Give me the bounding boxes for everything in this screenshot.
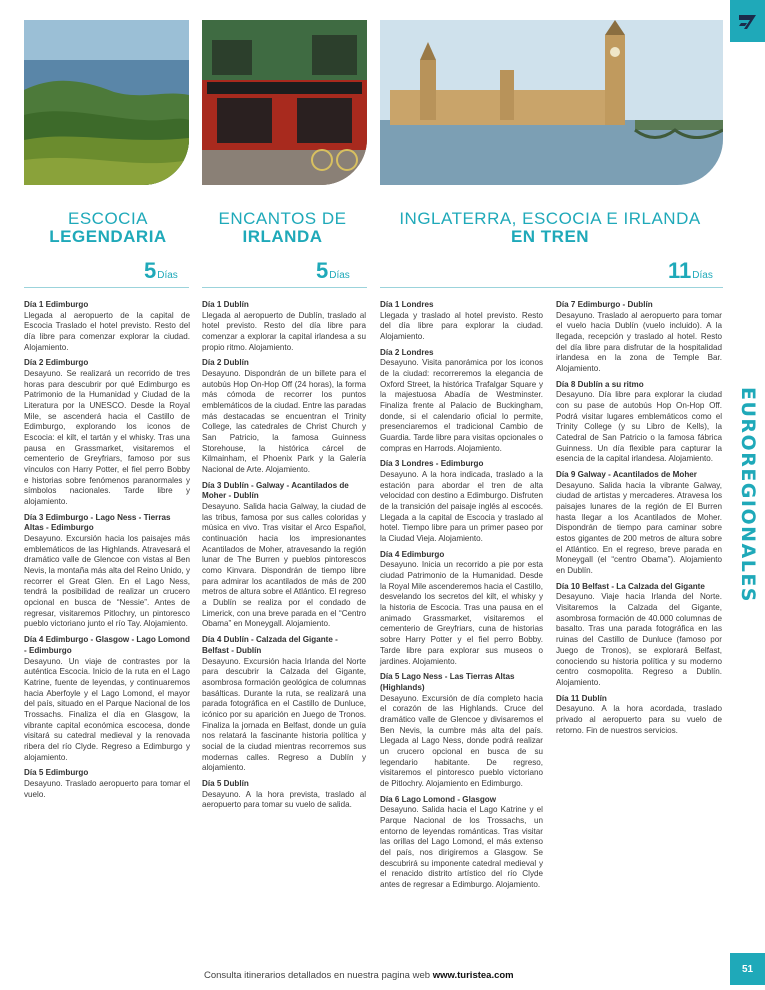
day-description: Desayuno. Inicia un recorrido a pie por esta ciudad Patrimonio de la Humanidad. Desde la Royal Mile ascenderemos hacia el Castillo, desvelando los secretos del kilt, el whisky y la historia de Escocia. Tras una pausa en el animado Grassmarket, visitaremos el cementerio de Greyfriars, cuna de historias sobre Harry Potter y el fiel perro Bobby. Tarde libre para explorar sus museos o jardines. Alojamiento. xyxy=(380,560,543,666)
days-number: 11 xyxy=(668,258,692,283)
itinerary-day xyxy=(202,300,366,353)
day-description: Desayuno. Traslado al aeropuerto para tomar el vuelo hacia Dublín (vuelo incluido). A la llegada, recepción y traslado al hotel. Resto del día libre para disfrutar de la hospitalidad irlandesa en la zona de Temple Bar. Alojamiento. xyxy=(556,310,722,374)
tour-title-irlanda xyxy=(200,210,365,245)
itinerary-day xyxy=(24,358,190,507)
tour-title-line2: LEGENDARIA xyxy=(49,227,167,246)
divider xyxy=(202,287,367,288)
day-title: Día 10 Belfast - La Calzada del Gigante xyxy=(556,581,705,591)
day-title: Día 4 Dublín - Calzada del Gigante - Belfast - Dublín xyxy=(202,635,338,655)
day-title: Día 4 Edimburgo xyxy=(380,549,445,559)
itinerary-column-irlanda xyxy=(202,300,366,816)
days-label: Días xyxy=(329,270,350,281)
day-title: Día 9 Galway - Acantilados de Moher xyxy=(556,470,697,480)
day-title: Día 11 Dublín xyxy=(556,693,607,703)
day-title: Día 5 Edimburgo xyxy=(24,768,89,778)
itinerary-day xyxy=(556,300,722,375)
day-description: Desayuno. Excursión hacia Irlanda del Norte para descubrir la Calzada del Gigante, asombrosa formación geológica de columnas basálticas. Durante la ruta, se realizará una parada fotográfica en el Castillo de Dunluce, icónico por su aparición en Juego de Tronos. Finaliza la jornada en Belfast, donde un guía nos relatará la fascinante historia política y social de la ciudad mientras recorremos sus modernas calles. Regreso a Dublín y alojamiento. xyxy=(202,656,366,773)
day-description: Desayuno. Traslado aeropuerto para tomar el vuelo. xyxy=(24,778,190,799)
itinerary-day xyxy=(202,481,366,630)
day-description: Desayuno. A la hora indicada, traslado a la estación para abordar el tren de alta velocidad con destino a Edimburgo. Disfruten de la transición del paisaje inglés al escocés. Llegada a la capital de Escocia y traslado al hotel. Tiempo libre para un primer paseo por la Ciudad Vieja. Alojamiento. xyxy=(380,470,543,544)
dublin-photo xyxy=(202,20,367,185)
tour-title-escocia xyxy=(28,210,188,245)
day-title: Día 2 Londres xyxy=(380,347,434,357)
day-description: Desayuno. Visita panorámica por los iconos de la ciudad: recorreremos la elegancia de Oxford Street, la histórica Trafalgar Square y la majestuosa Abadía de Westminster. Finaliza frente al Palacio de Buckingham, donde, si el calendario oficial lo permite, presenciaremos el tradicional Cambio de Guardia. Tarde libre para visitas opcionales o compras en Harrods. Alojamiento. xyxy=(380,358,543,453)
day-description: Desayuno. Día libre para explorar la ciudad con su pase de autobús Hop On-Hop Off. Podrá visitar lugares emblemáticos como el Trinity College (y su Libro de Kells), la Catedral de San Patricio o la famosa fábrica Guinness. Un día flexible para capturar la esencia de la capital irlandesa. Alojamiento. xyxy=(556,390,722,464)
itinerary-day xyxy=(24,300,190,353)
day-title: Día 1 Edimburgo xyxy=(24,300,89,309)
itinerary-day xyxy=(202,635,366,774)
days-label: Días xyxy=(692,270,713,281)
tour-title-line1: ESCOCIA xyxy=(67,209,149,228)
day-title: Día 1 Londres xyxy=(380,300,434,309)
itinerary-column-tren-part2 xyxy=(556,300,722,741)
day-description: Desayuno. Salida hacia la vibrante Galway, ciudad de artistas y mercaderes. Atravesa los paisajes lunares de la región de El Burren hasta llegar a los Acantilados de Moher. Dispondrán de tiempo para caminar sobre estos gigantes de 200 metros de altura sobre el Atlántico. En el regreso, breve parada en Moneygall (el “centro Obama”). Alojamiento en Dublín. xyxy=(556,480,722,576)
tour-title-line2: IRLANDA xyxy=(242,227,323,246)
days-number: 5 xyxy=(144,258,157,283)
days-number: 5 xyxy=(316,258,329,283)
itinerary-day xyxy=(556,582,722,689)
day-title: Día 8 Dublín a su ritmo xyxy=(556,379,644,389)
day-description: Llegada al aeropuerto de la capital de Escocia Traslado el hotel previsto. Resto del día libre para comenzar explorar la ciudad. Alojamiento. xyxy=(24,310,190,352)
london-photo xyxy=(380,20,723,185)
day-title: Día 6 Lago Lomond - Glasgow xyxy=(380,794,497,804)
day-title: Día 2 Dublín xyxy=(202,358,249,368)
day-title: Día 3 Dublín - Galway - Acantilados de Moher - Dublín xyxy=(202,480,349,501)
itinerary-column-escocia xyxy=(24,300,190,805)
footer xyxy=(204,970,514,981)
day-title: Día 4 Edimburgo - Glasgow - Lago Lomond - Edimburgo xyxy=(24,635,190,655)
tour-duration xyxy=(668,260,713,282)
itinerary-day xyxy=(380,459,543,544)
itinerary-day xyxy=(202,779,366,811)
tour-title-line1: ENCANTOS DE xyxy=(218,209,347,228)
itinerary-day xyxy=(380,550,543,667)
section-title: EUROREGIONALES xyxy=(736,387,759,603)
itinerary-day xyxy=(202,358,366,475)
tour-duration xyxy=(316,260,350,282)
day-description: Desayuno. Dispondrán de un billete para el autobús Hop On-Hop Off (24 horas), la forma más cómoda de recorrer los puntos emblemáticos de la ciudad. Entre las paradas más destacadas se encuentran el Trinity College, las catedrales de Christ Church y San Patricio, la famosa Guinness Storehouse, la histórica cárcel de Kilmainham, el Phoenix Park y la Galería Nacional de Arte. Alojamiento. xyxy=(202,369,366,475)
itinerary-day xyxy=(380,348,543,455)
divider xyxy=(24,287,189,288)
day-description: Desayuno. Se realizará un recorrido de tres horas para descubrir por qué Edimburgo es Patrimonio de la Humanidad y Ciudad de la Literatura por la UNESCO. Desde la Royal Mile, se ascenderá hacia el Castillo de Edimburgo, explorando los iconos de Escocia: el kilt, el tartán y el whisky. Tras una pausa en Grassmarket, visitaremos el cementerio de Greyfriars, famoso por sus vínculos con Harry Potter, el fiel perro Bobby e historias sobre fenómenos paranormales y símbolos nacionales. Tarde libre y alojamiento. xyxy=(24,369,190,507)
day-title: Día 2 Edimburgo xyxy=(24,358,89,368)
tour-title-line2: EN TREN xyxy=(510,227,590,246)
day-description: Desayuno. A la hora prevista, traslado al aeropuerto para tomar su vuelo de salida. xyxy=(202,789,366,810)
tour-title-tren xyxy=(385,210,715,245)
divider xyxy=(380,287,723,288)
day-title: Día 5 Lago Ness - Las Tierras Altas (Highlands) xyxy=(380,672,515,692)
day-description: Desayuno. Salida hacia el Lago Katrine y el Parque Nacional de los Trossachs, un entorno de leyendas románticas. Tras visitar las orillas del Lago Lomond, el más extenso del país, nos dirigiremos a Glasgow. Se descubrirá su imponente catedral medieval y el renacido distrito artístico del río Clyde antes de regresar a Edimburgo. Alojamiento. xyxy=(380,805,543,889)
itinerary-day xyxy=(24,635,190,763)
itinerary-day xyxy=(556,694,722,737)
day-title: Día 3 Londres - Edimburgo xyxy=(380,459,484,469)
day-title: Día 5 Dublín xyxy=(202,778,249,788)
brand-logo-icon xyxy=(730,0,765,42)
day-description: Desayuno. Un viaje de contrastes por la auténtica Escocia. Inicio de la ruta en el Lago Katrine, fuente de leyendas, y continuaremos hacia Aberfoyle y el Lago Lomond, el mayor del país, situado en el Parque Nacional de los Trossachs. Finaliza el día en Glasgow, la vibrante capital económica escocesa, donde visitará su catedral medieval y la renovada ribera del río Clyde. Regreso a Edimburgo y alojamiento. xyxy=(24,656,190,762)
tour-duration xyxy=(144,260,178,282)
day-description: Desayuno. Excursión de día completo hacia el corazón de las Highlands. Cruce del dramático valle de Glencoe y divisaremos el Ben Nevis, la cumbre más alta del país. Llegada al Lago Ness, donde podrá realizar un crucero opcional en busca de su legendario habitante. De regreso, visitaremos el pintoresco pueblo victoriano de Pitlochry. Alojamiento en Edimburgo. xyxy=(380,693,543,788)
day-description: Llegada y traslado al hotel previsto. Resto del día libre para explorar la ciudad. Alojamiento. xyxy=(380,310,543,342)
day-title: Día 1 Dublín xyxy=(202,300,249,309)
itinerary-day xyxy=(380,300,543,343)
itinerary-day xyxy=(24,513,190,630)
days-label: Días xyxy=(157,270,178,281)
day-description: Desayuno. Excursión hacia los paisajes más emblemáticos de las Highlands. Atravesará el dramático valle de Glencoe con vistas al Ben Nevis, la montaña más alta del Reino Unido, y recorrer el Great Glen. En el Lago Ness, tendrá la posibilidad de realizar un crucero opcional en busca de “Nessie”. Antes de regresar, visitaremos Pitlochry, un pintoresco pueblo victoriano junto el río Tay. Alojamiento. xyxy=(24,534,191,629)
website-link[interactable]: www.turistea.com xyxy=(432,970,514,981)
itinerary-day xyxy=(556,470,722,577)
day-description: Desayuno. Salida hacia Galway, la ciudad de las tribus, famosa por sus calles coloridas y música en vivo. Tras visitar el Arco Español, continuación hacia los impresionantes Acantilados de Moher, atravesando la región lunar de The Burren y pueblos pintorescos como Kinvara. Dispondrán de tiempo libre para admirar los acantilados de más de 200 metros de altura sobre el Atlántico. El regreso a Dublín se realiza por el condado de Limerick, con una breve parada en el “Centro Obama” en Moneygall. Alojamiento. xyxy=(202,502,366,629)
footer-text: Consulta itinerarios detallados en nuestra pagina web xyxy=(204,970,433,981)
itinerary-day xyxy=(24,768,190,800)
itinerary-column-tren-part1 xyxy=(380,300,543,896)
itinerary-day xyxy=(556,380,722,465)
scotland-photo xyxy=(24,20,189,185)
page-number: 51 xyxy=(730,953,765,985)
day-description: Desayuno. A la hora acordada, traslado privado al aeropuerto para su vuelo de retorno. Fin de nuestros servicios. xyxy=(556,704,722,735)
itinerary-day xyxy=(380,672,543,789)
tour-title-line1: INGLATERRA, ESCOCIA E IRLANDA xyxy=(399,209,701,228)
day-title: Día 3 Edimburgo - Lago Ness - Tierras Altas - Edimburgo xyxy=(24,512,171,533)
side-rail xyxy=(730,0,765,990)
day-title: Día 7 Edimburgo - Dublín xyxy=(556,300,653,309)
day-description: Llegada al aeropuerto de Dublín, traslado al hotel previsto. Resto del día libre para comenzar a explorar la capital irlandesa a su propio ritmo. Alojamiento. xyxy=(202,310,366,352)
day-description: Desayuno. Viaje hacia Irlanda del Norte. Visitaremos la Calzada del Gigante, asombrosa formación de 40.000 columnas de basalto. Tras una parada fotográfica en las ruinas del Castillo de Dunluce (famoso por Juego de Tronos), se explorará Belfast, conociendo su historia política y su moderno centro cosmopolita. Regreso a Dublín. Alojamiento. xyxy=(556,592,722,687)
itinerary-day xyxy=(380,795,543,891)
